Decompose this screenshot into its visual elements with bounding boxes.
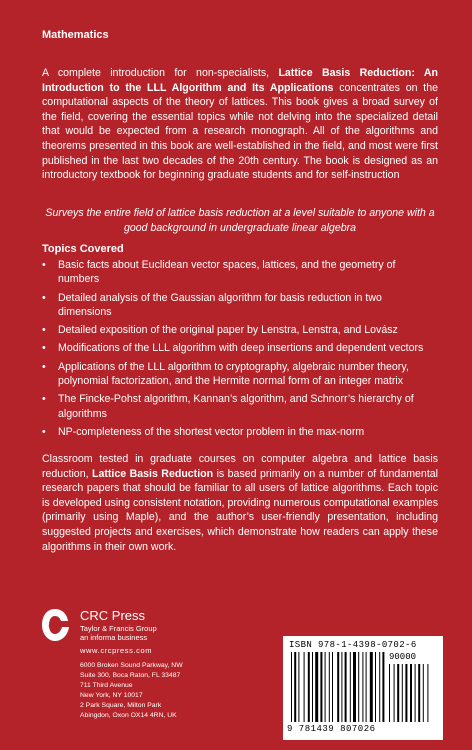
bullet-icon: • [42, 324, 46, 337]
topic-text: Detailed exposition of the original paper by Lenstra, Lenstra, and Lovász [58, 324, 398, 337]
topic-text: The Fincke-Pohst algorithm, Kannan’s algorithm, and Schnorr’s hierarchy of algorithms [58, 393, 414, 420]
barcode-bar [325, 652, 326, 722]
outro-book-title: Lattice Basis Reduction [91, 467, 214, 480]
barcode-bar [375, 652, 376, 722]
topic-item [42, 258, 438, 287]
barcode-bar [308, 652, 310, 722]
barcode-bar [294, 652, 296, 722]
publisher-block [40, 605, 260, 725]
topic-item [42, 323, 438, 337]
addon-bar [389, 664, 390, 722]
addon-bar [405, 664, 407, 722]
barcode-bar [291, 652, 292, 722]
publisher-addresses [80, 662, 183, 722]
barcode-bar [329, 652, 330, 722]
address-line: 711 Third Avenue [80, 682, 133, 689]
barcode-bar [298, 652, 299, 722]
outro-text-rest: is based primarily on a number of fundamental research papers that should be familiar to all users of lattice algorithms. Each topic is developed using consistent notation, providing numerous computational examples (primarily using Maple), and the author’s user-friendly presentation, including suggested projects and exercises, which demonstrate how readers can apply these algorithms in their own work. [42, 467, 439, 553]
topic-text: Modifications of the LLL algorithm with deep insertions and dependent vectors [58, 342, 424, 355]
publisher-website: www.crcpress.com [80, 646, 153, 655]
barcode-bar [337, 652, 339, 722]
topic-item [42, 341, 438, 355]
svg-text:CRC: CRC [48, 624, 62, 630]
barcode-bar [366, 652, 367, 722]
topic-item [42, 425, 438, 439]
topics-heading: Topics Covered [42, 243, 124, 255]
address-line: 2 Park Square, Milton Park [80, 702, 162, 709]
category-label: Mathematics [42, 29, 109, 41]
barcode-bar [362, 652, 363, 722]
addon-bar [410, 664, 412, 722]
bullet-icon: • [42, 342, 46, 355]
topic-item [42, 392, 438, 421]
addon-bar [402, 664, 403, 722]
publisher-group-name: Taylor & Francis Group [80, 624, 157, 633]
topic-item [42, 291, 438, 320]
topic-text: Basic facts about Euclidean vector spaces, lattices, and the geometry of numbers [58, 259, 396, 286]
outro-text-start: Classroom tested in graduate courses on computer algebra and lattice basis reduction, [42, 453, 438, 480]
barcode-bar [320, 652, 322, 722]
barcode-bar [350, 652, 351, 722]
barcode-box [283, 636, 443, 740]
address-line: Abingdon, Oxon OX14 4RN, UK [80, 712, 177, 719]
addon-code: 90000 [389, 652, 417, 662]
addon-bar [423, 664, 424, 722]
addon-bar [415, 664, 416, 722]
topic-item [42, 360, 438, 389]
barcode-bar [379, 652, 380, 722]
isbn-label: ISBN 978-1-4398-0702-6 [289, 640, 417, 650]
bullet-icon: • [42, 360, 46, 373]
addon-bar [418, 664, 420, 722]
publisher-name: CRC Press [80, 608, 146, 623]
address-line: Suite 300, Boca Raton, FL 33487 [80, 672, 181, 679]
address-line: 6000 Broken Sound Parkway, NW [80, 662, 183, 669]
addon-bar [397, 664, 399, 722]
address-line: New York, NY 10017 [80, 692, 143, 699]
addon-bar [427, 664, 428, 722]
publisher-business: an informa business [80, 633, 148, 642]
barcode-bar [382, 652, 384, 722]
intro-text-start: A complete introduction for non-specialists, [42, 67, 279, 79]
crc-logo-icon [40, 607, 70, 643]
topic-text: NP-completeness of the shortest vector problem in the max-norm [58, 425, 365, 438]
bullet-icon: • [42, 425, 46, 438]
barcode-bar [315, 652, 318, 722]
tagline: Surveys the entire field of lattice basis reduction at a level suitable to anyone with a good background in undergraduate linear algebra [45, 207, 435, 234]
barcode-bar [358, 652, 359, 722]
address-block [80, 662, 183, 680]
topic-text: Detailed analysis of the Gaussian algorithm for basis reduction in two dimensions [58, 291, 382, 318]
bullet-icon: • [42, 291, 46, 304]
barcode-bar [304, 652, 305, 722]
bullet-icon: • [42, 259, 46, 271]
intro-paragraph [42, 66, 438, 183]
addon-bar [394, 664, 395, 722]
address-block [80, 682, 183, 700]
topic-text: Applications of the LLL algorithm to cryptography, algebraic number theory, polynomial factorization, and the Hermite normal form of an integer matrix [58, 360, 409, 388]
barcode-bar [332, 652, 333, 722]
intro-text-rest: concentrates on the computational aspects of the theory of lattices. This book gives a broad survey of the field, covering the essential topics while not delving into the specialized detail that would be expected from a research monograph. All of the algorithms and theorems presented in this book are well-established in the field, and most were first published in the last two decades of the 20th century. The book is designed as an introductory textbook for beginning graduate students and for self-instruction [42, 81, 438, 182]
barcode-bar [353, 652, 356, 722]
topics-list [42, 258, 438, 443]
barcode-digits: 9 781439 807026 [287, 724, 376, 734]
barcode-bar [370, 652, 373, 722]
barcode-bar [341, 652, 342, 722]
barcode-bar [312, 652, 313, 722]
address-block [80, 702, 183, 720]
outro-paragraph [42, 452, 438, 554]
bullet-icon: • [42, 393, 46, 406]
barcode-bar [345, 652, 347, 722]
intro-book-title: Lattice Basis Reduction: An Introduction to the LLL Algorithm and Its Applications [42, 67, 438, 94]
publisher-group [80, 624, 157, 642]
